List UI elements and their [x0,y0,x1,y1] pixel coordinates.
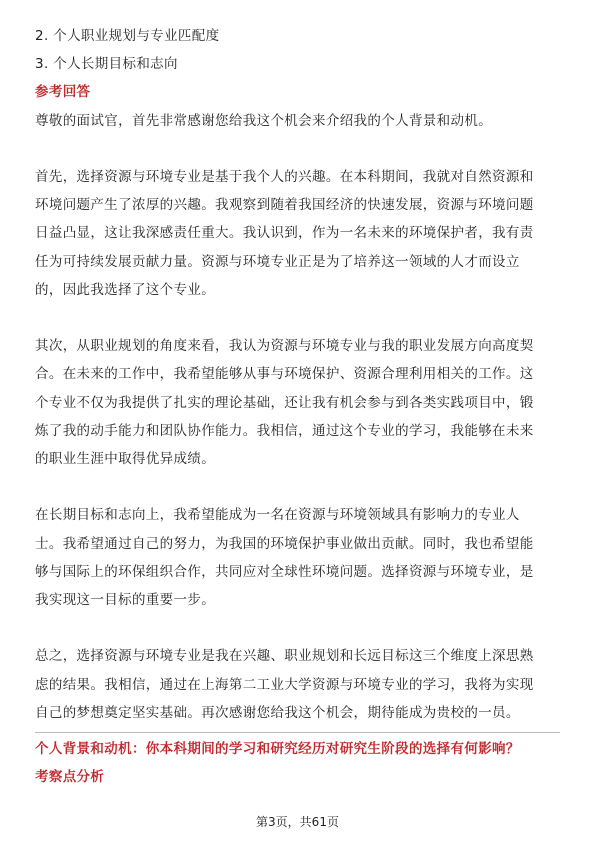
paragraph-line: 其次，从职业规划的角度来看，我认为资源与环境专业与我的职业发展方向高度契 [35,338,534,355]
paragraph-line: 合。在未来的工作中，我希望能够从事与环境保护、资源合理利用相关的工作。这 [35,366,534,383]
paragraph-line: 士。我希望通过自己的努力，为我国的环境保护事业做出贡献。同时，我也希望能 [35,535,534,552]
paragraph-line: 个专业不仅为我提供了扎实的理论基础，还让我有机会参与到各类实践项目中，锻 [35,394,534,411]
analysis-heading: 考察点分析 [35,769,105,786]
document-body [35,22,560,791]
question-item-3: 3. 个人长期目标和志向 [35,56,178,73]
paragraph-line: 我实现这一目标的重要一步。 [35,592,216,609]
paragraph-line: 尊敬的面试官，首先非常感谢您给我这个机会来介绍我的个人背景和动机。 [35,112,493,129]
paragraph-gap [35,473,560,501]
answer-paragraph [35,163,560,304]
paragraph-line: 环境问题产生了浓厚的兴趣。我观察到随着我国经济的快速发展，资源与环境问题 [35,197,534,214]
paragraph-gap [35,614,560,642]
paragraph-line: 炼了我的动手能力和团队协作能力。我相信，通过这个专业的学习，我能够在未来 [35,422,534,439]
paragraph-line: 首先，选择资源与环境专业是基于我个人的兴趣。在本科期间，我就对自然资源和 [35,169,534,185]
answer-paragraph [35,332,560,473]
paragraph-line: 的职业生涯中取得优异成绩。 [35,451,216,468]
answer-paragraph [35,642,560,727]
answer-paragraph [35,107,560,135]
paragraph-line: 日益凸显，这让我深感责任重大。我认识到，作为一名未来的环境保护者，我有责 [35,225,534,242]
paragraph-line: 够与国际上的环保组织合作，共同应对全球性环境问题。选择资源与环境专业，是 [35,563,534,580]
paragraph-line: 虑的结果。我相信，通过在上海第二工业大学资源与环境专业的学习，我将为实现 [35,676,534,693]
page-number: 第3页，共61页 [256,815,339,829]
paragraph-gap [35,304,560,332]
paragraph-line: 任为可持续发展贡献力量。资源与环境专业正是为了培养这一领域的人才而设立 [35,253,520,270]
next-question-title: 个人背景和动机：你本科期间的学习和研究经历对研究生阶段的选择有何影响？ [35,741,520,758]
paragraph-line: 自己的梦想奠定坚实基础。再次感谢您给我这个机会，期待能成为贵校的一员。 [35,704,520,721]
paragraph-line: 在长期目标和志向上，我希望能成为一名在资源与环境领域具有影响力的专业人 [35,507,520,524]
paragraph-line: 总之，选择资源与环境专业是我在兴趣、职业规划和长远目标这三个维度上深思熟 [35,648,534,665]
divider [35,732,560,733]
answer-paragraph [35,501,560,614]
answer-heading: 参考回答 [35,84,91,101]
question-item-2: 2. 个人职业规划与专业匹配度 [35,28,220,44]
paragraph-gap [35,135,560,163]
paragraph-line: 的，因此我选择了这个专业。 [35,281,216,298]
